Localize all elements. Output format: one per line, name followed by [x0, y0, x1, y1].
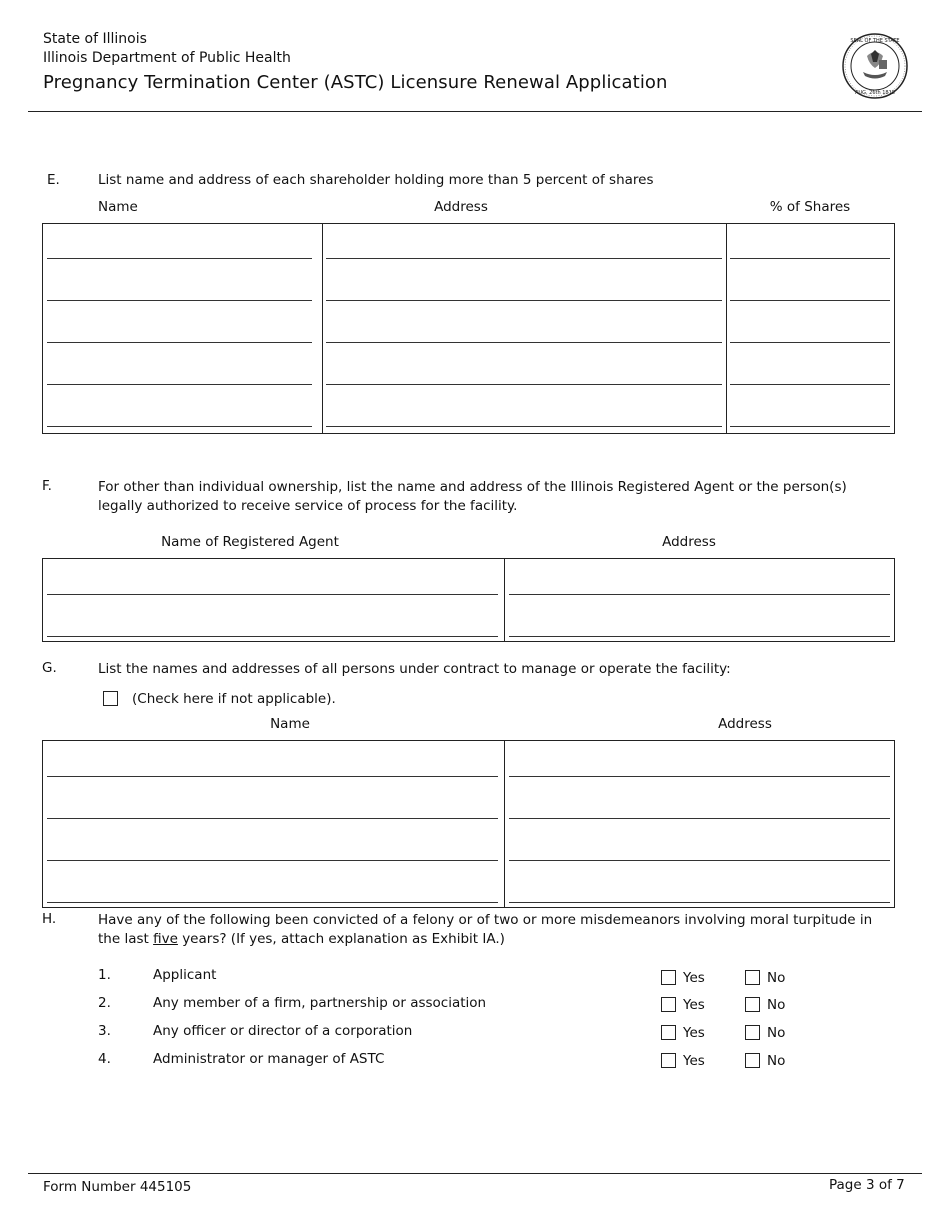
item-number: 3. — [98, 1023, 111, 1039]
section-e-col-address: Address — [434, 199, 488, 215]
header-department: Illinois Department of Public Health — [43, 50, 291, 66]
no-label: No — [767, 1053, 786, 1069]
section-g-col-name: Name — [270, 716, 310, 732]
section-e-instructions: List name and address of each shareholder holding more than 5 percent of shares — [98, 172, 654, 188]
shareholder-address-field[interactable] — [326, 384, 722, 385]
manager-name-field[interactable] — [47, 902, 498, 903]
yes-label: Yes — [683, 1053, 705, 1069]
item-text-administrator: Administrator or manager of ASTC — [153, 1051, 385, 1067]
shareholder-address-field[interactable] — [326, 426, 722, 427]
section-e-col-shares: % of Shares — [769, 199, 851, 215]
shareholder-address-field[interactable] — [326, 300, 722, 301]
section-h-question-line1: Have any of the following been convicted of a felony or of two or more misdemeanors involving moral turpitude in — [98, 912, 873, 928]
agent-address-field[interactable] — [509, 636, 890, 637]
header-divider — [28, 111, 922, 112]
no-label: No — [767, 970, 786, 986]
table-divider — [504, 559, 505, 641]
table-divider — [504, 741, 505, 907]
form-number: Form Number 445105 — [43, 1179, 192, 1195]
section-h-letter: H. — [42, 911, 57, 927]
manager-address-field[interactable] — [509, 776, 890, 777]
svg-text:AUG. 26th 1818: AUG. 26th 1818 — [855, 90, 895, 96]
five-underlined: five — [153, 931, 178, 947]
shareholder-shares-field[interactable] — [730, 384, 890, 385]
section-e-col-name: Name — [98, 199, 138, 215]
shareholder-address-field[interactable] — [326, 258, 722, 259]
administrator-yes-checkbox[interactable] — [661, 1053, 676, 1068]
shareholder-name-field[interactable] — [47, 384, 312, 385]
shareholder-shares-field[interactable] — [730, 300, 890, 301]
section-g-instructions: List the names and addresses of all persons under contract to manage or operate the facility: — [98, 661, 731, 677]
applicant-no-checkbox[interactable] — [745, 970, 760, 985]
section-h-question-line2: the last five years? (If yes, attach explanation as Exhibit IA.) — [98, 931, 505, 947]
yes-label: Yes — [683, 1025, 705, 1041]
yes-label: Yes — [683, 997, 705, 1013]
section-f-instructions-line2: legally authorized to receive service of process for the facility. — [98, 498, 518, 514]
page-title: Pregnancy Termination Center (ASTC) Licensure Renewal Application — [43, 72, 668, 93]
agent-address-field[interactable] — [509, 594, 890, 595]
item-text-applicant: Applicant — [153, 967, 217, 983]
item-text-officer: Any officer or director of a corporation — [153, 1023, 413, 1039]
state-seal-icon — [841, 32, 909, 100]
no-label: No — [767, 997, 786, 1013]
manager-name-field[interactable] — [47, 860, 498, 861]
yes-label: Yes — [683, 970, 705, 986]
item-number: 2. — [98, 995, 111, 1011]
firm-member-yes-checkbox[interactable] — [661, 997, 676, 1012]
shareholder-shares-field[interactable] — [730, 426, 890, 427]
shareholder-shares-field[interactable] — [730, 342, 890, 343]
manager-address-field[interactable] — [509, 902, 890, 903]
administrator-no-checkbox[interactable] — [745, 1053, 760, 1068]
section-f-letter: F. — [42, 478, 52, 494]
not-applicable-label: (Check here if not applicable). — [132, 691, 336, 707]
page-number: Page 3 of 7 — [829, 1177, 905, 1193]
shareholder-name-field[interactable] — [47, 258, 312, 259]
section-f-instructions-line1: For other than individual ownership, list the name and address of the Illinois Registered Agent or the person(s) — [98, 479, 847, 495]
officer-no-checkbox[interactable] — [745, 1025, 760, 1040]
table-divider — [322, 224, 323, 433]
item-number: 4. — [98, 1051, 111, 1067]
manager-address-field[interactable] — [509, 818, 890, 819]
manager-address-field[interactable] — [509, 860, 890, 861]
shareholder-table — [42, 223, 895, 434]
agent-name-field[interactable] — [47, 636, 498, 637]
shareholder-name-field[interactable] — [47, 342, 312, 343]
manager-name-field[interactable] — [47, 776, 498, 777]
section-g-letter: G. — [42, 660, 57, 676]
shareholder-address-field[interactable] — [326, 342, 722, 343]
registered-agent-table — [42, 558, 895, 642]
no-label: No — [767, 1025, 786, 1041]
shareholder-shares-field[interactable] — [730, 258, 890, 259]
agent-name-field[interactable] — [47, 594, 498, 595]
not-applicable-checkbox[interactable] — [103, 691, 118, 706]
firm-member-no-checkbox[interactable] — [745, 997, 760, 1012]
svg-text:SEAL OF THE STATE: SEAL OF THE STATE — [850, 38, 900, 44]
item-number: 1. — [98, 967, 111, 983]
applicant-yes-checkbox[interactable] — [661, 970, 676, 985]
item-text-firm-member: Any member of a firm, partnership or association — [153, 995, 487, 1011]
shareholder-name-field[interactable] — [47, 300, 312, 301]
section-f-col-address: Address — [662, 534, 716, 550]
management-contract-table — [42, 740, 895, 908]
officer-yes-checkbox[interactable] — [661, 1025, 676, 1040]
header-state: State of Illinois — [43, 31, 147, 47]
section-g-col-address: Address — [718, 716, 772, 732]
manager-name-field[interactable] — [47, 818, 498, 819]
shareholder-name-field[interactable] — [47, 426, 312, 427]
section-f-col-name: Name of Registered Agent — [161, 534, 339, 550]
table-divider — [726, 224, 727, 433]
section-e-letter: E. — [47, 172, 60, 188]
footer-divider — [28, 1173, 922, 1174]
